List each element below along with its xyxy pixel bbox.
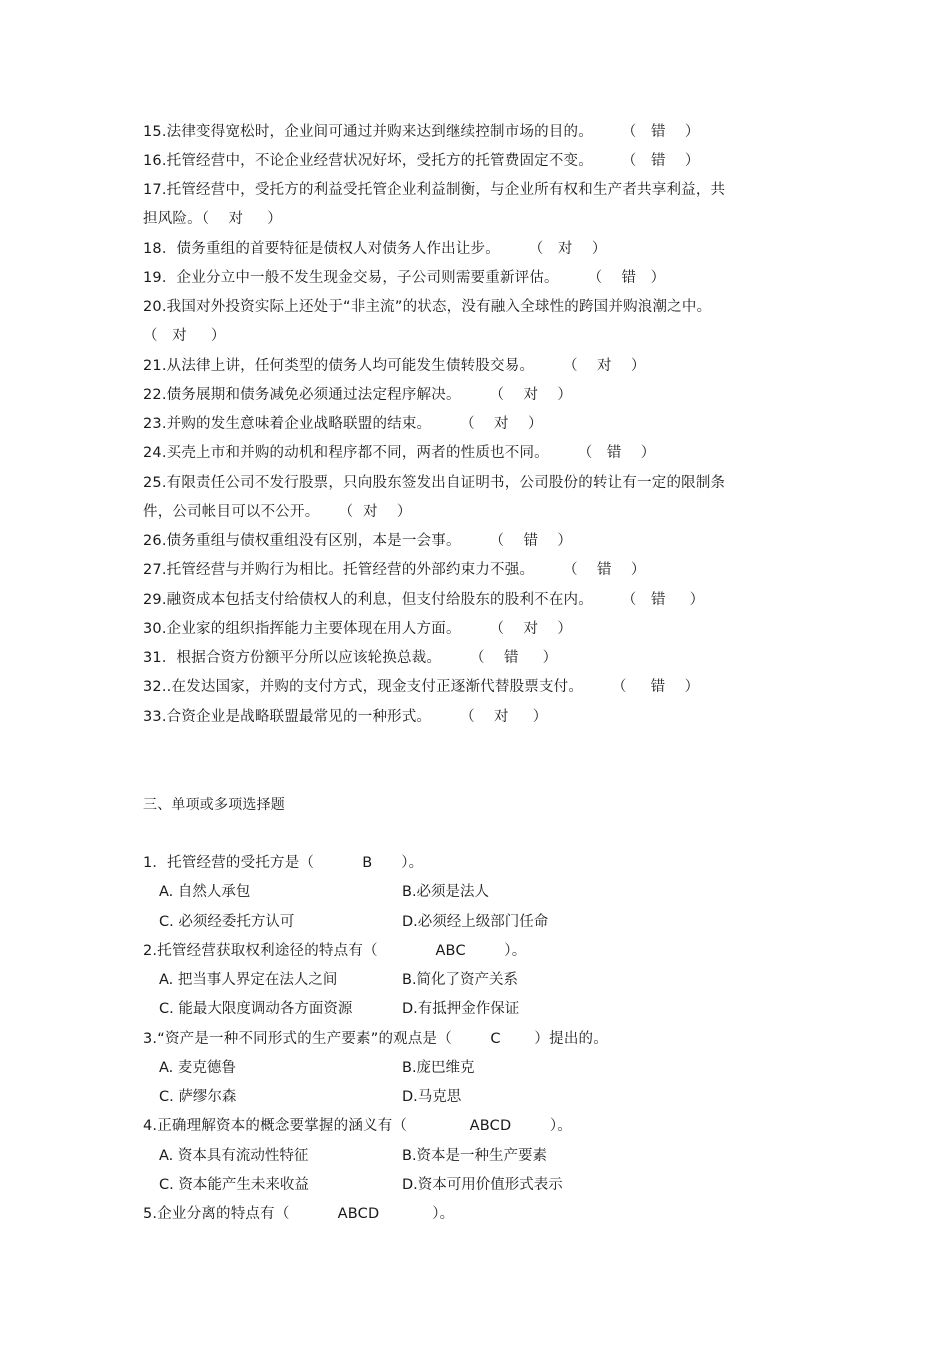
option-a: A. 资本具有流动性特征 — [159, 1148, 309, 1164]
question-stem: 5.企业分离的特点有（ ABCD ）。 — [143, 1206, 455, 1222]
option-a: A. 把当事人界定在法人之间 — [159, 972, 338, 988]
tf-line: 18．债务重组的首要特征是债权人对债务人作出让步。 （ 对 ） — [143, 241, 607, 257]
section-title: 三、单项或多项选择题 — [143, 797, 285, 813]
tf-line: 22.债务展期和债务减免必须通过法定程序解决。 （ 对 ） — [143, 387, 573, 403]
question-stem: 3.“资产是一种不同形式的生产要素”的观点是（ C ）提出的。 — [143, 1031, 608, 1047]
option-c: C. 能最大限度调动各方面资源 — [159, 1001, 353, 1017]
tf-line: 31．根据合资方份额平分所以应该轮换总裁。 （ 错 ） — [143, 650, 558, 666]
tf-line: 21.从法律上讲，任何类型的债务人均可能发生债转股交易。 （ 对 ） — [143, 358, 646, 374]
tf-line: 26.债务重组与债权重组没有区别，本是一会事。 （ 错 ） — [143, 533, 573, 549]
option-a: A. 麦克德鲁 — [159, 1060, 236, 1076]
tf-line: 32..在发达国家，并购的支付方式，现金支付正逐渐代替股票支付。 （ 错 ） — [143, 679, 700, 695]
option-b: B.简化了资产关系 — [402, 972, 519, 988]
tf-line: 19．企业分立中一般不发生现金交易，子公司则需要重新评估。 （ 错 ） — [143, 270, 666, 286]
tf-line: 23.并购的发生意味着企业战略联盟的结束。 （ 对 ） — [143, 416, 543, 432]
tf-line: （ 对 ） — [143, 328, 226, 344]
question-stem: 1．托管经营的受托方是（ B ）。 — [143, 855, 424, 871]
question-stem: 4.正确理解资本的概念要掌握的涵义有（ ABCD ）。 — [143, 1118, 572, 1134]
tf-line: 16.托管经营中，不论企业经营状况好坏，受托方的托管费固定不变。 （ 错 ） — [143, 153, 700, 169]
option-b: B.庞巴维克 — [402, 1060, 475, 1076]
tf-line: 24.买壳上市和并购的动机和程序都不同，两者的性质也不同。 （ 错 ） — [143, 445, 656, 461]
option-c: C. 资本能产生未来收益 — [159, 1177, 309, 1193]
option-c: C. 必须经委托方认可 — [159, 914, 295, 930]
tf-line: 27.托管经营与并购行为相比。托管经营的外部约束力不强。 （ 错 ） — [143, 562, 646, 578]
tf-line: 件，公司帐目可以不公开。 （ 对 ） — [143, 504, 412, 520]
tf-line: 29.融资成本包括支付给债权人的利息，但支付给股东的股利不在内。 （ 错 ） — [143, 592, 705, 608]
option-d: D.必须经上级部门任命 — [402, 914, 549, 930]
option-c: C. 萨缪尔森 — [159, 1089, 237, 1105]
question-stem: 2.托管经营获取权利途径的特点有（ ABC ）。 — [143, 943, 527, 959]
tf-line: 33.合资企业是战略联盟最常见的一种形式。 （ 对 ） — [143, 709, 548, 725]
tf-line: 17.托管经营中，受托方的利益受托管企业利益制衡，与企业所有权和生产者共享利益，共 — [143, 182, 726, 198]
option-a: A. 自然人承包 — [159, 884, 251, 900]
option-d: D.有抵押金作保证 — [402, 1001, 520, 1017]
tf-line: 担风险。（ 对 ） — [143, 211, 282, 227]
tf-line: 15.法律变得宽松时，企业间可通过并购来达到继续控制市场的目的。 （ 错 ） — [143, 124, 700, 140]
option-b: B.必须是法人 — [402, 884, 490, 900]
tf-line: 30.企业家的组织指挥能力主要体现在用人方面。 （ 对 ） — [143, 621, 573, 637]
option-d: D.资本可用价值形式表示 — [402, 1177, 563, 1193]
option-d: D.马克思 — [402, 1089, 462, 1105]
tf-line: 20.我国对外投资实际上还处于“非主流”的状态，没有融入全球性的跨国并购浪潮之中。 — [143, 299, 712, 315]
option-b: B.资本是一种生产要素 — [402, 1148, 548, 1164]
tf-line: 25.有限责任公司不发行股票，只向股东签发出自证明书，公司股份的转让有一定的限制条 — [143, 475, 726, 491]
